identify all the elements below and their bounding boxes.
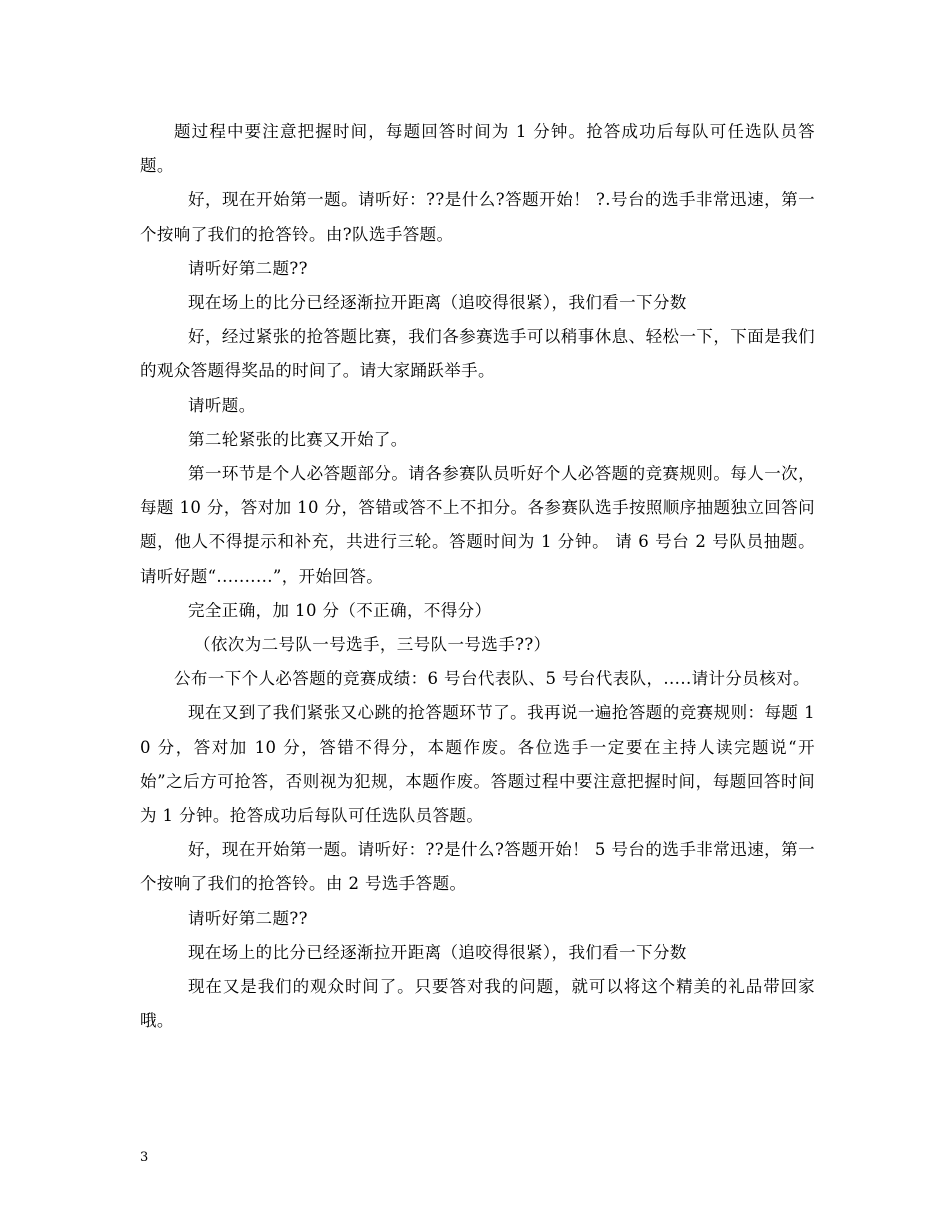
body-text: [140, 115, 815, 1038]
paragraph: 现在场上的比分已经逐渐拉开距离（追咬得很紧），我们看一下分数: [188, 293, 687, 313]
paragraph: 请听好第二题??: [188, 908, 308, 928]
paragraph: 完全正确，加 10 分（不正确，不得分）: [188, 600, 492, 620]
paragraph: 好，现在开始第一题。请听好：??是什么?答题开始！ 5 号台的选手非常迅速，第一个按响了我们的抢答铃。由 2 号选手答题。: [140, 840, 815, 894]
paragraph: 现在场上的比分已经逐渐拉开距离（追咬得很紧），我们看一下分数: [188, 942, 687, 962]
paragraph: 请听题。: [188, 395, 256, 415]
paragraph: （依次为二号队一号选手，三号队一号选手??）: [194, 635, 551, 655]
paragraph: 第二轮紧张的比赛又开始了。: [188, 429, 408, 449]
page-number: 3: [140, 1150, 149, 1165]
paragraph: 现在又到了我们紧张又心跳的抢答题环节了。我再说一遍抢答题的竞赛规则：每题 10 分，答对加 10 分，答错不得分，本题作废。各位选手一定要在主持人读完题说“开始”之后方可抢答，否则视为犯规，本题作废。答题过程中要注意把握时间，每题回答时间为 1 分钟。抢答成功后每队可任选队员答题。: [140, 703, 815, 826]
paragraph: 请听好第二题??: [188, 258, 308, 278]
paragraph: 好，现在开始第一题。请听好：??是什么?答题开始！ ?.号台的选手非常迅速，第一个按响了我们的抢答铃。由?队选手答题。: [140, 190, 815, 244]
paragraph: 现在又是我们的观众时间了。只要答对我的问题，就可以将这个精美的礼品带回家哦。: [140, 977, 815, 1031]
paragraph: 题过程中要注意把握时间，每题回答时间为 1 分钟。抢答成功后每队可任选队员答题。: [140, 122, 815, 176]
paragraph: 好，经过紧张的抢答题比赛，我们各参赛选手可以稍事休息、轻松一下，下面是我们的观众答题得奖品的时间了。请大家踊跃举手。: [140, 327, 815, 381]
paragraph: 第一环节是个人必答题部分。请各参赛队员听好个人必答题的竞赛规则。每人一次，每题 10 分，答对加 10 分，答错或答不上不扣分。各参赛队选手按照顺序抽题独立回答问题，他人不得提示和补充，共进行三轮。答题时间为 1 分钟。 请 6 号台 2 号队员抽题。请听好题“..........”，开始回答。: [140, 464, 815, 586]
paragraph: 公布一下个人必答题的竞赛成绩：6 号台代表队、5 号台代表队，.....请计分员核对。: [174, 669, 810, 689]
